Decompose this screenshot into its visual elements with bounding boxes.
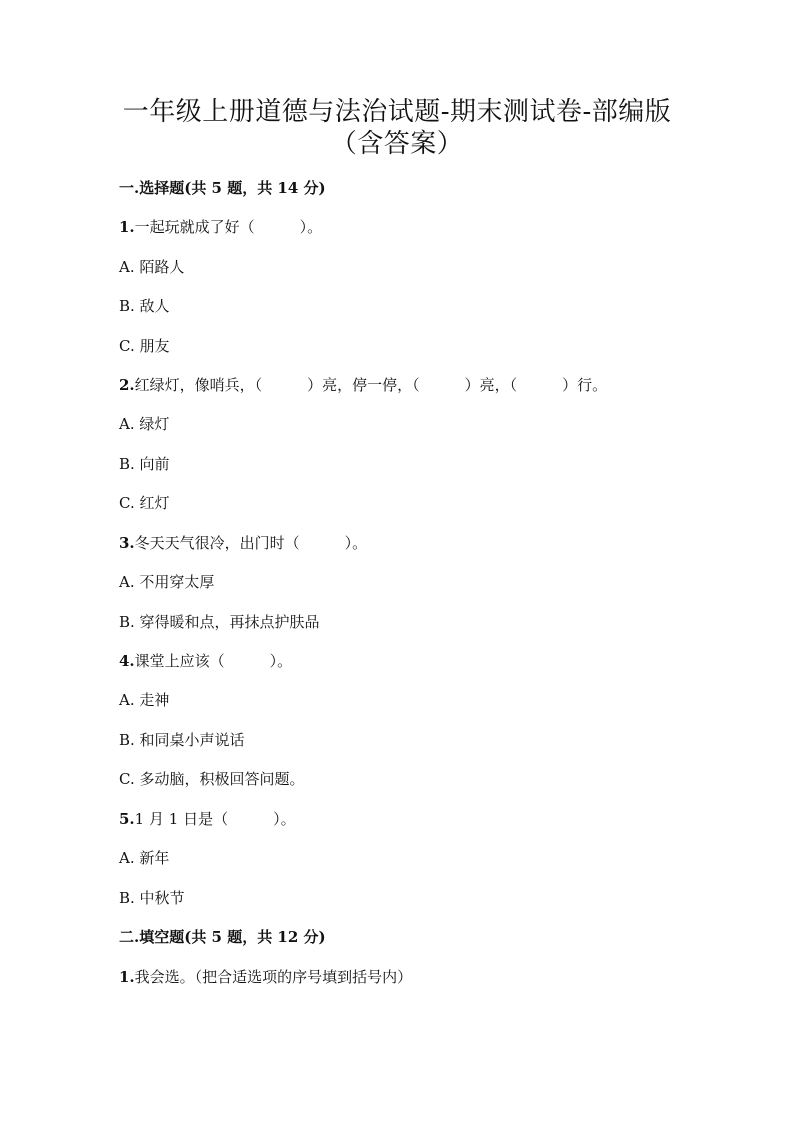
question-1 [119,217,322,237]
question-number: 5. [119,810,135,828]
option-2b: B. 向前 [119,455,170,473]
question-number: 2. [119,376,135,394]
page-title: 一年级上册道德与法治试题-期末测试卷-部编版 [122,97,672,127]
option-1c: C. 朋友 [119,337,170,355]
question-2 [119,375,607,395]
option-2c: C. 红灯 [119,494,170,512]
question-3 [119,533,367,553]
section-heading-fill: 二.填空题(共 5 题，共 12 分) [119,928,326,946]
option-3b: B. 穿得暖和点，再抹点护肤品 [119,613,320,631]
option-4c: C. 多动脑，积极回答问题。 [119,770,305,788]
question-number: 1. [119,968,135,986]
option-2a: A. 绿灯 [119,415,170,433]
section-heading-choice: 一.选择题(共 5 题，共 14 分) [119,179,326,197]
question-5 [119,809,296,829]
question-text: 课堂上应该（ ）。 [134,652,293,670]
option-3a: A. 不用穿太厚 [119,573,215,591]
option-1b: B. 敌人 [119,297,170,315]
question-2-1 [119,967,412,987]
option-4b: B. 和同桌小声说话 [119,731,245,749]
question-4 [119,651,292,671]
question-text: 1 月 1 日是（ ）。 [134,810,296,828]
question-number: 3. [119,534,135,552]
question-text: 冬天天气很冷，出门时（ ）。 [134,534,368,552]
page-subtitle: （含答案） [330,129,464,159]
option-1a: A. 陌路人 [119,258,185,276]
question-text: 我会选。（把合适选项的序号填到括号内） [134,968,413,986]
question-text: 红绿灯，像哨兵，（ ）亮，停一停，（ ）亮，（ ）行。 [134,376,608,394]
question-text: 一起玩就成了好（ ）。 [134,218,323,236]
question-number: 1. [119,218,135,236]
option-4a: A. 走神 [119,691,170,709]
option-5b: B. 中秋节 [119,889,185,907]
question-number: 4. [119,652,135,670]
option-5a: A. 新年 [119,849,170,867]
